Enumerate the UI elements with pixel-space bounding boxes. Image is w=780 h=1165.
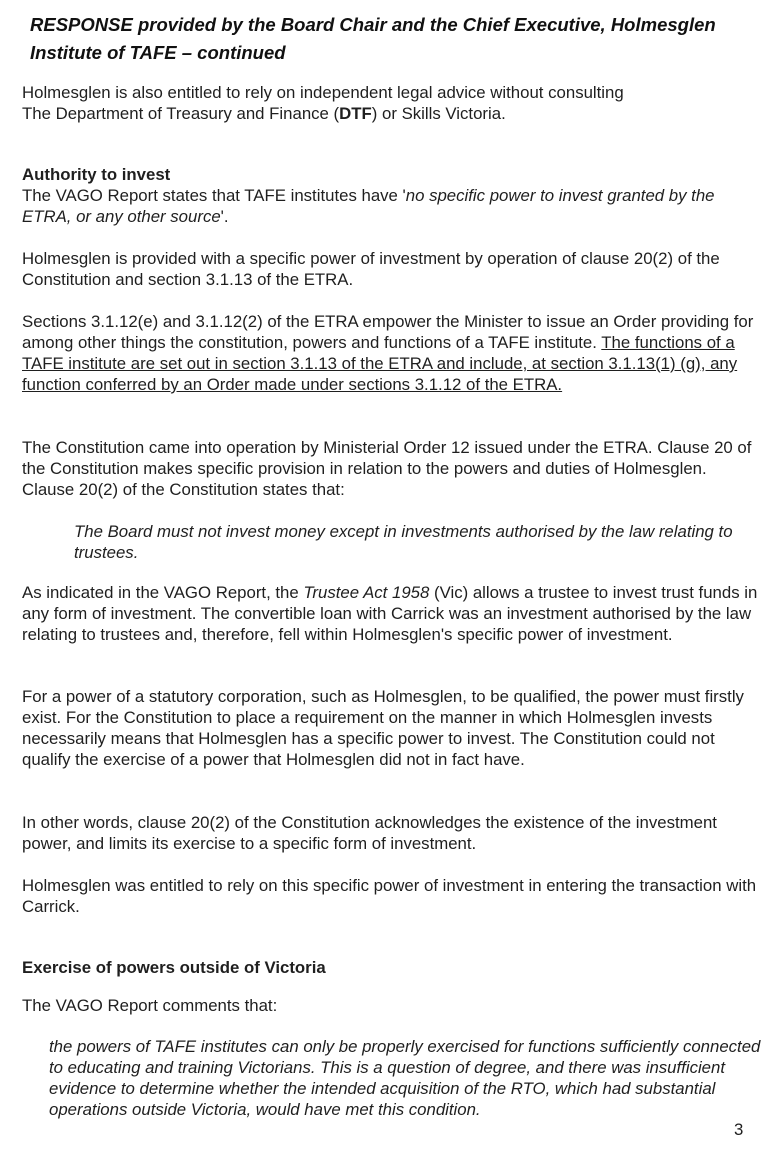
intro-line-2 — [22, 103, 762, 124]
page-number: 3 — [734, 1120, 744, 1139]
authority-p1-text-c: '. — [220, 207, 229, 226]
authority-paragraph-8: Holmesglen was entitled to rely on this specific power of investment in entering the transaction with Carrick. — [22, 876, 757, 916]
authority-p1-text-a: The VAGO Report states that TAFE institutes have ' — [22, 186, 406, 205]
exercise-paragraph-1: The VAGO Report comments that: — [22, 996, 278, 1015]
heading-line-1: RESPONSE provided by the Board Chair and the Chief Executive, Holmesglen — [30, 14, 716, 35]
dtf-abbreviation: DTF — [339, 104, 372, 123]
authority-paragraph-2: Holmesglen is provided with a specific power of investment by operation of clause 20(2) of the Constitution and section 3.1.13 of the ETRA. — [22, 249, 720, 289]
authority-heading: Authority to invest — [22, 165, 171, 184]
vago-quote: the powers of TAFE institutes can only be properly exercised for functions sufficiently connected to educating and training Victorians. This is a question of degree, and there was insufficient evidence to determine whether the intended acquisition of the RTO, which had substantial operations outside Victoria, would have met this condition. — [49, 1037, 761, 1119]
authority-paragraph-7: In other words, clause 20(2) of the Constitution acknowledges the existence of the investment power, and limits its exercise to a specific form of investment. — [22, 813, 717, 853]
intro-line-1: Holmesglen is also entitled to rely on independent legal advice without consulting — [22, 83, 624, 102]
authority-p3-text: Sections 3.1.12(e) and 3.1.12(2) of the ETRA empower the Minister to issue an Order providing for among other things the constitution, powers and functions of a TAFE institute. — [22, 312, 754, 352]
authority-p5-text-c: (Vic) allows a trustee to invest trust funds in any form of investment. The convertible loan with Carrick was an investment authorised by the law relating to trustees and, therefore, fell within Holmesglen's specific power of investment. — [22, 583, 758, 644]
authority-paragraph-3 — [22, 311, 762, 395]
authority-p3-underlined-text: The functions of a TAFE institute are set out in section 3.1.13 of the ETRA and include, at section 3.1.13(1) (g), any function conferred by an Order made under sections 3.1.12 of the ETRA. — [22, 333, 738, 394]
intro-paragraph — [22, 82, 762, 124]
authority-p1-quote: no specific power to invest granted by the ETRA, or any other source — [22, 186, 715, 226]
intro-text-a: The Department of Treasury and Finance ( — [22, 104, 340, 123]
authority-p5-text-a: As indicated in the VAGO Report, the — [22, 583, 304, 602]
authority-paragraph-5 — [22, 582, 762, 645]
exercise-heading: Exercise of powers outside of Victoria — [22, 958, 326, 977]
page-heading — [30, 11, 770, 67]
constitution-quote: The Board must not invest money except in investments authorised by the law relating to trustees. — [74, 522, 733, 562]
authority-paragraph-6: For a power of a statutory corporation, such as Holmesglen, to be qualified, the power must firstly exist. For the Constitution to place a requirement on the manner in which Holmesglen invests necessarily means that Holmesglen has a specific power to invest. The Constitution could not qualify the exercise of a power that Holmesglen did not in fact have. — [22, 687, 744, 769]
authority-paragraph-1 — [22, 185, 762, 227]
authority-paragraph-4: The Constitution came into operation by Ministerial Order 12 issued under the ETRA. Clause 20 of the Constitution makes specific provision in relation to the powers and duties of Holmesglen. Clause 20(2) of the Constitution states that: — [22, 438, 752, 499]
intro-text-c: ) or Skills Victoria. — [371, 104, 506, 123]
trustee-act-title: Trustee Act 1958 — [303, 583, 430, 602]
heading-line-2: Institute of TAFE – continued — [30, 42, 286, 63]
